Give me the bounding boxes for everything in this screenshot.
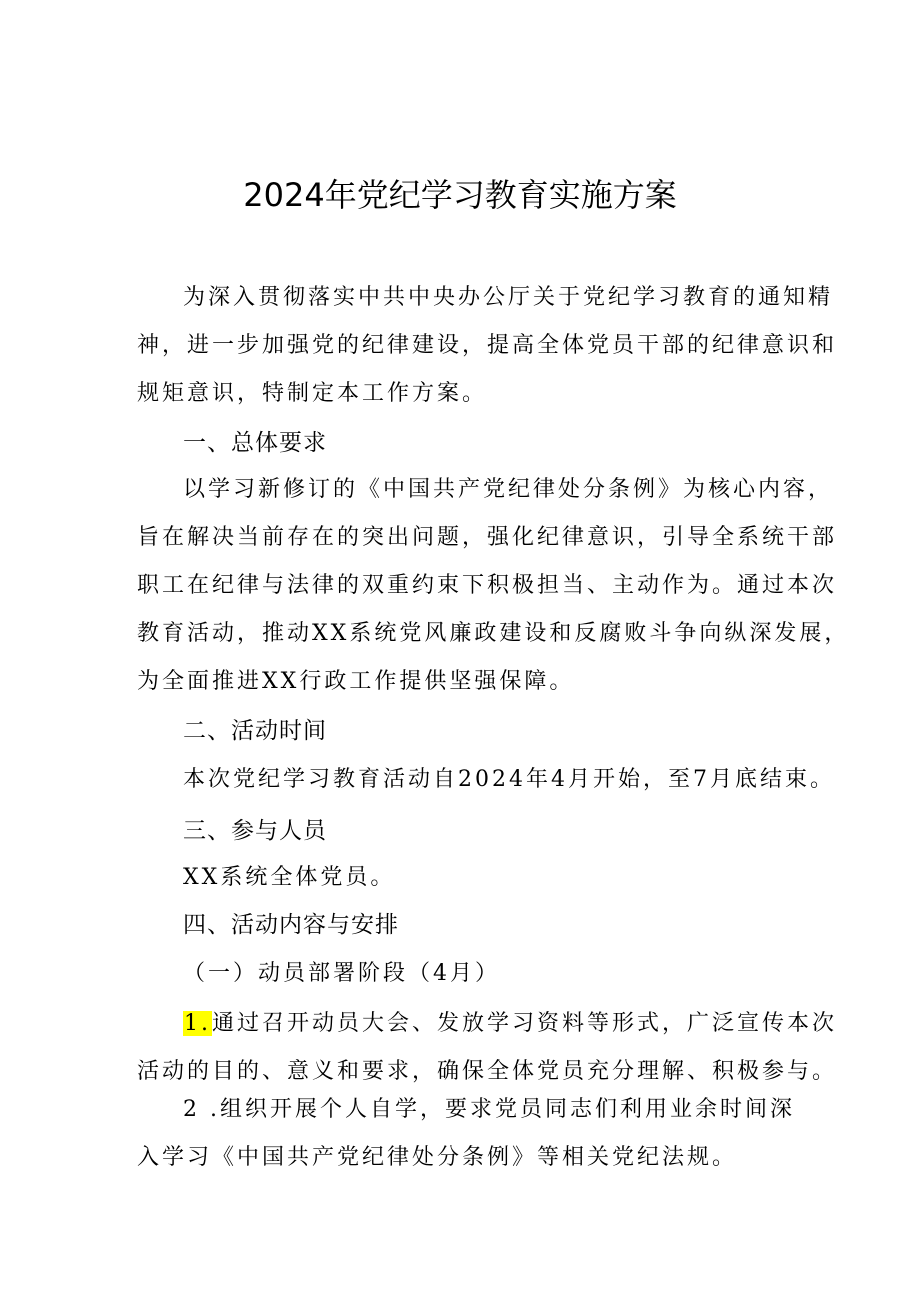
section1-line-5: 为全面推进XX行政工作提供坚强保障。 bbox=[137, 669, 575, 694]
intro-line-2: 神，进一步加强党的纪律建设，提高全体党员干部的纪律意识和 bbox=[137, 333, 838, 358]
item2-line-1: 2 .组织开展个人自学，要求党员同志们利用业余时间深 bbox=[183, 1097, 795, 1122]
document-title: 2024年党纪学习教育实施方案 bbox=[243, 176, 677, 214]
section-heading-4: 四、活动内容与安排 bbox=[183, 912, 399, 938]
section1-line-2: 旨在解决当前存在的突出问题，强化纪律意识，引导全系统干部 bbox=[137, 525, 838, 550]
item1-line-2: 活动的目的、意义和要求，确保全体党员充分理解、积极参与。 bbox=[137, 1059, 838, 1084]
subsection-heading: （一）动员部署阶段（4月） bbox=[183, 961, 500, 986]
item1-line-1 bbox=[183, 1006, 837, 1037]
section-heading-1: 一、总体要求 bbox=[183, 430, 327, 456]
intro-line-1: 为深入贯彻落实中共中央办公厅关于党纪学习教育的通知精 bbox=[183, 285, 834, 310]
section2-line-1: 本次党纪学习教育活动自2024年4月开始，至7月底结束。 bbox=[183, 767, 835, 792]
item1-text: 通过召开动员大会、发放学习资料等形式，广泛宣传本次 bbox=[212, 1011, 838, 1036]
intro-line-3: 规矩意识，特制定本工作方案。 bbox=[137, 381, 488, 406]
section3-line-1: XX系统全体党员。 bbox=[183, 865, 396, 890]
section-heading-3: 三、参与人员 bbox=[183, 818, 327, 844]
section1-line-1: 以学习新修订的《中国共产党纪律处分条例》为核心内容， bbox=[183, 477, 834, 502]
section-heading-2: 二、活动时间 bbox=[183, 718, 327, 744]
highlighted-item-number: 1. bbox=[184, 1011, 211, 1036]
item2-line-2: 入学习《中国共产党纪律处分条例》等相关党纪法规。 bbox=[137, 1145, 738, 1170]
section1-line-4: 教育活动，推动XX系统党风廉政建设和反腐败斗争向纵深发展， bbox=[137, 621, 850, 646]
section1-line-3: 职工在纪律与法律的双重约束下积极担当、主动作为。通过本次 bbox=[137, 573, 838, 598]
